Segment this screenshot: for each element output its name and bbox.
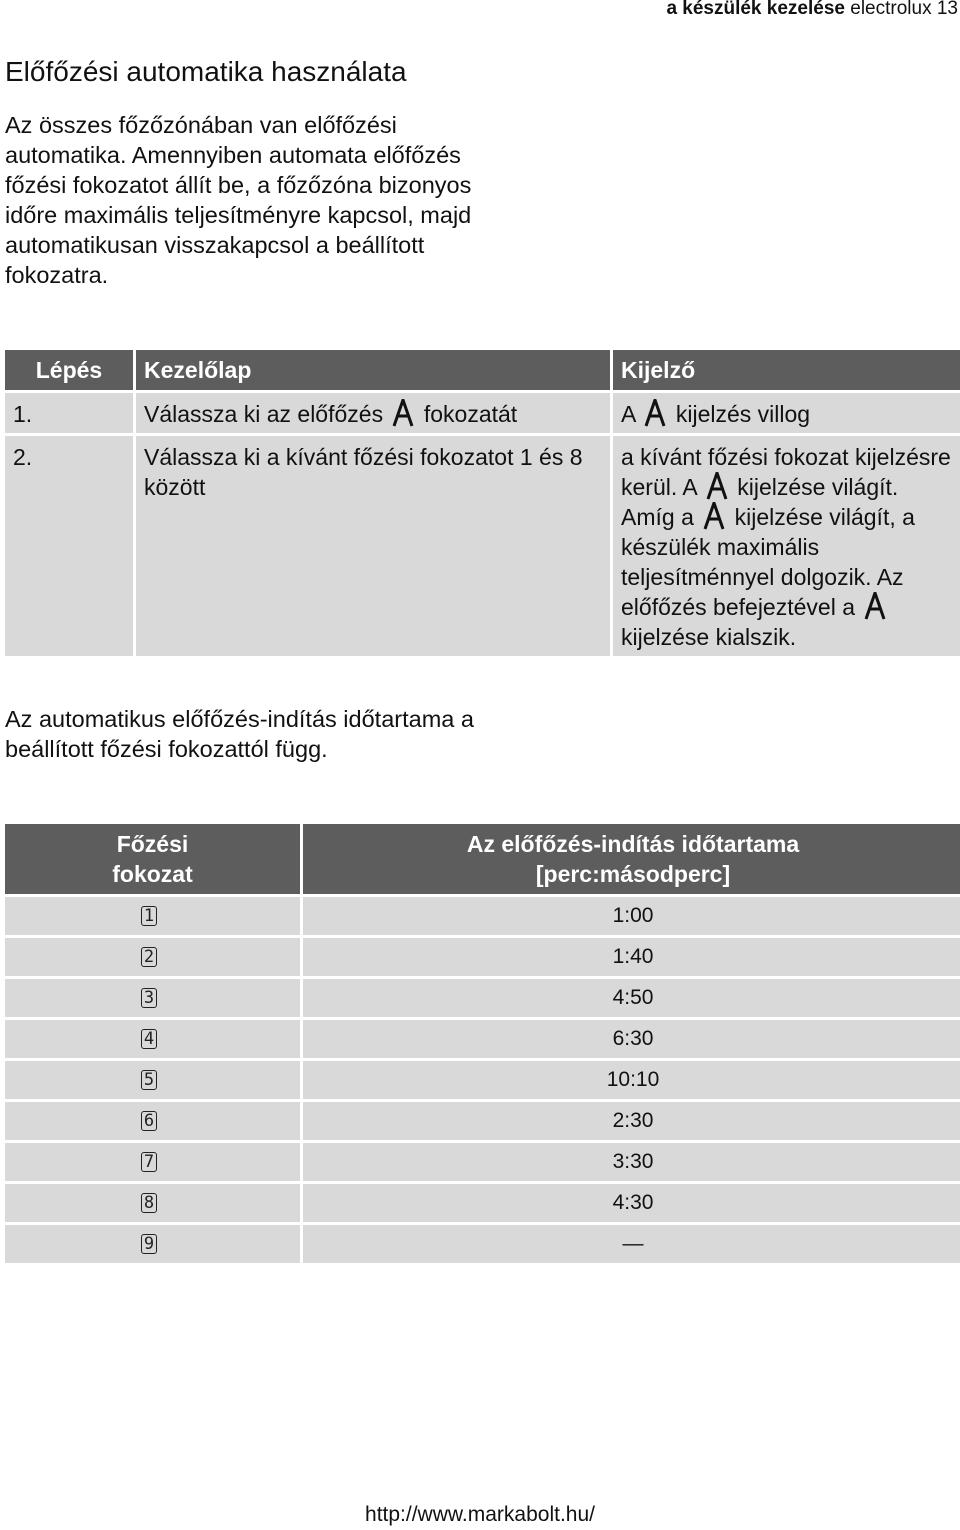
step-panel: Válassza ki a kívánt főzési fokozatot 1 és 8 között <box>136 436 610 656</box>
header-display: Kijelző <box>613 350 960 390</box>
table-row <box>5 1102 960 1140</box>
header-duration-line-1: Az előfőzés-indítás időtartama <box>466 831 800 857</box>
display-text-5: Az előfőzés befejeztével a <box>621 564 904 620</box>
section-title: Előfőzési automatika használata <box>5 56 407 87</box>
display-text-2: kijelzése világít. <box>737 474 899 500</box>
level-digit-display: 9 <box>141 1234 157 1254</box>
step-display-text: A <box>621 401 636 427</box>
step-display-text-2: kijelzés villog <box>675 401 811 427</box>
preheat-times-table <box>2 821 960 1266</box>
step-panel-text-2: fokozatát <box>423 401 518 427</box>
level-digit-display: 5 <box>141 1070 157 1090</box>
step-number: 2. <box>5 436 133 656</box>
table-row <box>5 979 960 1017</box>
level-digit-display: 7 <box>141 1152 157 1172</box>
cooking-level-cell <box>5 1102 300 1140</box>
step-row-2 <box>5 436 960 656</box>
table-row <box>5 1225 960 1263</box>
auto-heat-up-icon <box>392 399 414 427</box>
auto-heat-up-icon <box>703 502 725 530</box>
steps-header-row <box>5 350 960 390</box>
cooking-level-cell <box>5 1225 300 1263</box>
duration-cell: 4:50 <box>303 979 960 1017</box>
level-digit-display: 6 <box>141 1111 157 1131</box>
display-text-3: Amíg a <box>621 504 694 530</box>
cooking-level-cell <box>5 1143 300 1181</box>
level-digit-display: 4 <box>141 1029 157 1049</box>
step-panel <box>136 393 610 433</box>
header-brand: electrolux <box>850 0 932 19</box>
auto-heat-up-icon <box>706 472 728 500</box>
duration-note: Az automatikus előfőzés-indítás időtartama a beállított főzési fokozattól függ. <box>5 706 474 762</box>
cooking-level-cell <box>5 938 300 976</box>
page-header <box>666 0 958 20</box>
duration-cell: 2:30 <box>303 1102 960 1140</box>
level-digit-display: 1 <box>141 906 157 926</box>
duration-cell: — <box>303 1225 960 1263</box>
cooking-level-cell <box>5 897 300 935</box>
cooking-level-cell <box>5 1020 300 1058</box>
header-level-line-1: Főzési <box>116 831 189 857</box>
cooking-level-cell <box>5 1184 300 1222</box>
auto-heat-up-icon <box>864 592 886 620</box>
footer-url: http://www.markabolt.hu/ <box>365 1503 595 1526</box>
display-text-6: kijelzése kialszik. <box>621 624 797 650</box>
header-duration-line-2: [perc:másodperc] <box>535 861 731 887</box>
header-cooking-level <box>5 824 300 894</box>
display-text-4: kijelzése világít, a készülék maximális teljesítménnyel dolgozik. <box>621 504 915 590</box>
table-row <box>5 1143 960 1181</box>
cooking-level-cell <box>5 979 300 1017</box>
duration-cell: 1:40 <box>303 938 960 976</box>
header-duration <box>303 824 960 894</box>
level-digit-display: 2 <box>141 947 157 967</box>
table-row <box>5 1020 960 1058</box>
duration-cell: 10:10 <box>303 1061 960 1099</box>
table-row <box>5 897 960 935</box>
duration-cell: 1:00 <box>303 897 960 935</box>
page-number: 13 <box>936 0 958 19</box>
step-row-1 <box>5 393 960 433</box>
step-display <box>613 393 960 433</box>
header-panel: Kezelőlap <box>136 350 610 390</box>
times-header-row <box>5 824 960 894</box>
table-row <box>5 1184 960 1222</box>
steps-table <box>2 347 960 659</box>
auto-heat-up-icon <box>644 399 666 427</box>
display-text-1: a kívánt főzési fokozat kijelzésre kerül. A <box>621 444 951 500</box>
header-step: Lépés <box>5 350 133 390</box>
step-number: 1. <box>5 393 133 433</box>
times-body <box>5 897 960 1263</box>
duration-cell: 6:30 <box>303 1020 960 1058</box>
level-digit-display: 8 <box>141 1193 157 1213</box>
cooking-level-cell <box>5 1061 300 1099</box>
duration-cell: 4:30 <box>303 1184 960 1222</box>
header-section: a készülék kezelése <box>666 0 845 19</box>
intro-paragraph: Az összes főzőzónában van előfőzési automatika. Amennyiben automata előfőzés főzési fokozatot állít be, a főzőzóna bizonyos időre maximális teljesítményre kapcsol, majd automatikusan visszakapcsol a beállított fokozatra. <box>5 112 472 288</box>
level-digit-display: 3 <box>141 988 157 1008</box>
step-panel-text: Válassza ki az előfőzés <box>144 401 384 427</box>
table-row <box>5 938 960 976</box>
step-display <box>613 436 960 656</box>
header-level-line-2: fokozat <box>112 861 193 887</box>
table-row <box>5 1061 960 1099</box>
duration-cell: 3:30 <box>303 1143 960 1181</box>
